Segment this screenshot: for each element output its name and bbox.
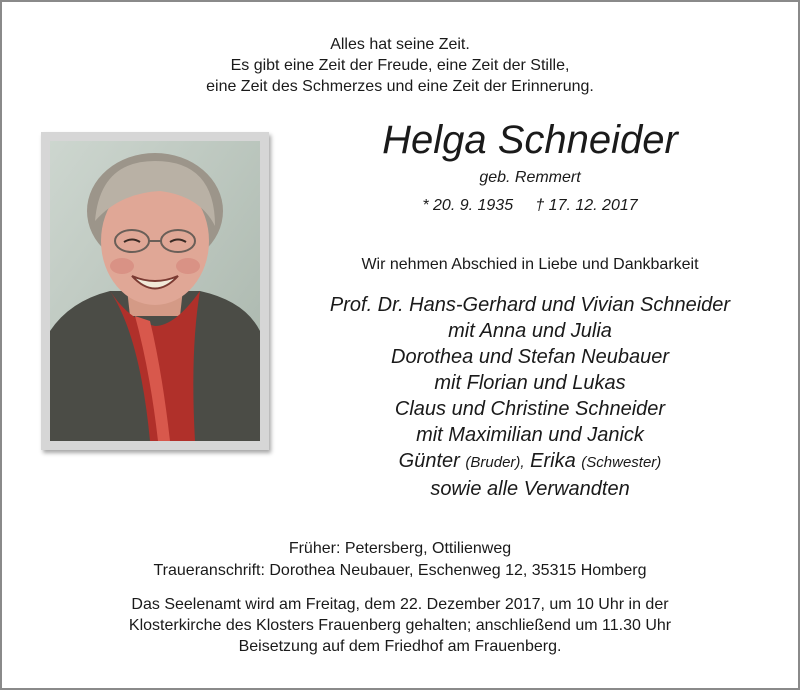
deceased-name: Helga Schneider	[382, 118, 678, 162]
sibling-name: Erika	[530, 450, 576, 472]
mass-line: Beisetzung auf dem Friedhof am Frauenberg.	[238, 638, 562, 655]
portrait-illustration	[50, 141, 260, 441]
motto-line: Es gibt eine Zeit der Freude, eine Zeit der Stille,	[230, 57, 570, 74]
siblings-line	[260, 448, 800, 476]
sibling-relation: (Bruder),	[465, 454, 525, 471]
family-line: mit Maximilian und Janick	[416, 424, 644, 446]
sibling-relation: (Schwester)	[581, 454, 662, 471]
sibling-name: Günter	[398, 450, 460, 472]
portrait-frame	[41, 132, 269, 450]
motto-line: Alles hat seine Zeit.	[330, 36, 470, 53]
family-line: mit Anna und Julia	[448, 320, 612, 342]
former-address: Früher: Petersberg, Ottilienweg	[288, 540, 512, 557]
family-line: Claus und Christine Schneider	[394, 398, 666, 420]
portrait-photo	[50, 141, 260, 441]
family-list	[260, 292, 800, 502]
mass-notice	[2, 594, 798, 657]
mourning-address: Traueranschrift: Dorothea Neubauer, Eschenweg 12, 35315 Homberg	[153, 562, 647, 579]
motto	[2, 34, 798, 97]
family-line: mit Florian und Lukas	[434, 372, 626, 394]
relatives-line: sowie alle Verwandten	[430, 478, 630, 500]
farewell-line: Wir nehmen Abschied in Liebe und Dankbarkeit	[361, 256, 699, 273]
birth-name: geb. Remmert	[479, 169, 581, 186]
mass-line: Das Seelenamt wird am Freitag, dem 22. Dezember 2017, um 10 Uhr in der	[131, 596, 669, 613]
family-line: Prof. Dr. Hans-Gerhard und Vivian Schneider	[329, 294, 731, 316]
address-block	[2, 538, 798, 582]
mass-line: Klosterkirche des Klosters Frauenberg gehalten; anschließend um 11.30 Uhr	[128, 617, 672, 634]
life-dates: * 20. 9. 1935 † 17. 12. 2017	[422, 197, 638, 214]
family-line: Dorothea und Stefan Neubauer	[391, 346, 669, 368]
motto-line: eine Zeit des Schmerzes und eine Zeit der Erinnerung.	[206, 78, 594, 95]
